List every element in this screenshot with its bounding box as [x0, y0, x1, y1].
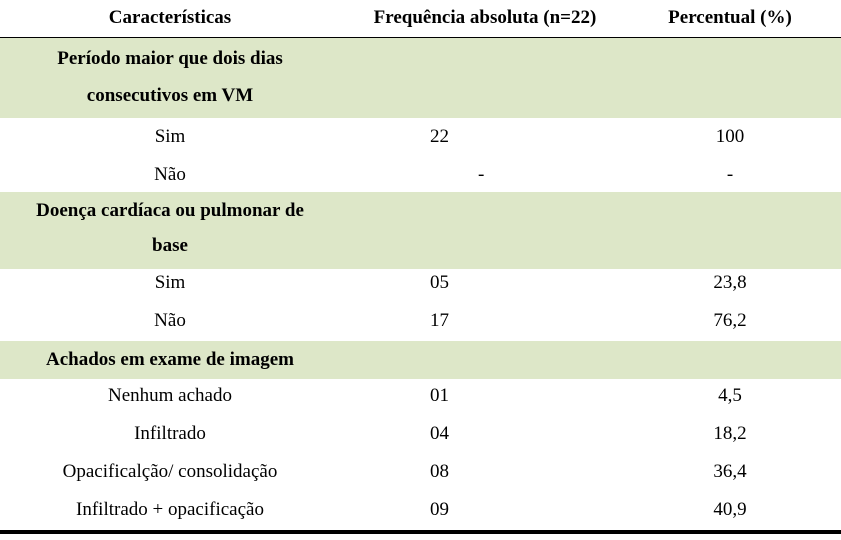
table-row — [0, 156, 841, 194]
row-frequency: 08 — [430, 461, 449, 482]
row-label: Infiltrado — [134, 423, 206, 444]
table-bottom-rule — [0, 530, 841, 534]
table-row — [0, 453, 841, 491]
row-label: Não — [154, 310, 186, 331]
table-header — [0, 0, 841, 38]
row-label: Nenhum achado — [108, 385, 232, 406]
table-row — [0, 118, 841, 156]
header-absolute-frequency: Frequência absoluta (n=22) — [373, 7, 597, 28]
row-percentage: 18,2 — [713, 423, 747, 444]
section-title-line1: Período maior que dois dias — [57, 48, 283, 69]
row-label: Opacificalção/ consolidação — [62, 461, 278, 482]
row-frequency: 22 — [430, 126, 449, 147]
row-label: Infiltrado + opacificação — [76, 499, 264, 520]
row-percentage: 36,4 — [713, 461, 747, 482]
section-row — [0, 38, 841, 118]
table-row — [0, 377, 841, 415]
section-title-line2: base — [152, 235, 188, 256]
row-frequency: - — [478, 164, 485, 185]
header-percentage: Percentual (%) — [668, 7, 792, 28]
row-label: Não — [154, 164, 186, 185]
section-row — [0, 341, 841, 379]
section-title-line1: Achados em exame de imagem — [45, 349, 294, 370]
row-frequency: 09 — [430, 499, 449, 520]
table-row — [0, 415, 841, 453]
section-title-line1: Doença cardíaca ou pulmonar de — [36, 200, 304, 221]
table-row — [0, 491, 841, 529]
row-frequency: 17 — [430, 310, 449, 331]
row-percentage: 23,8 — [713, 272, 747, 293]
section-title-line2: consecutivos em VM — [86, 85, 254, 106]
row-frequency: 01 — [430, 385, 449, 406]
table-row — [0, 302, 841, 340]
row-label: Sim — [154, 126, 186, 147]
row-percentage: 76,2 — [713, 310, 747, 331]
row-label: Sim — [154, 272, 186, 293]
row-percentage: 100 — [715, 126, 745, 147]
row-percentage: 40,9 — [713, 499, 747, 520]
row-percentage: - — [726, 164, 734, 185]
row-frequency: 05 — [430, 272, 449, 293]
row-percentage: 4,5 — [718, 385, 742, 406]
header-characteristics: Características — [108, 7, 232, 28]
section-row — [0, 192, 841, 269]
row-frequency: 04 — [430, 423, 449, 444]
table-row — [0, 264, 841, 302]
